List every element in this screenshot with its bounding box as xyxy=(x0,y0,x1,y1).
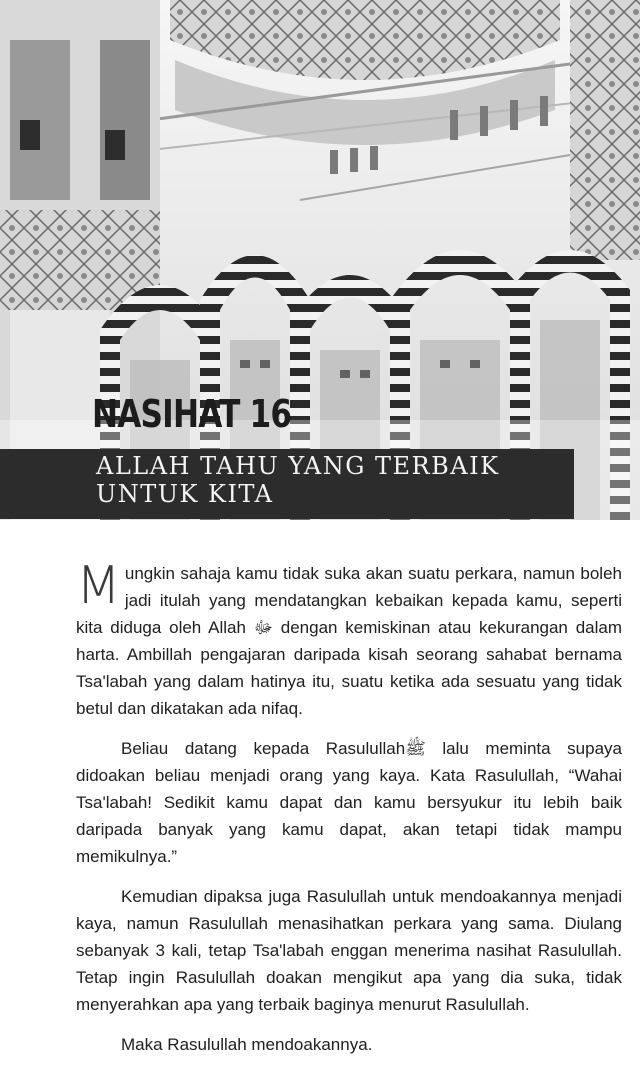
hero-photo xyxy=(0,0,640,520)
subtitle-line-1: ALLAH TAHU YANG TERBAIK xyxy=(96,452,500,480)
article-body xyxy=(76,556,623,1071)
paragraph-4: Maka Rasulullah mendoakannya. xyxy=(121,1035,373,1054)
drop-cap: M xyxy=(76,556,121,616)
subtitle-line-2: UNTUK KITA xyxy=(96,480,274,508)
paragraph-2: Beliau datang kepada Rasulullahﷺ lalu meminta supaya didoakan beliau menjadi orang yang kaya. Kata Rasulullah, “Wahai Tsa'labah! Sedikit kamu dapat dan kamu bersyukur itu lebih baik daripada banyak yang kamu dapat, akan tetapi tidak mampu memikulnya.” xyxy=(76,739,623,866)
paragraph-3: Kemudian dipaksa juga Rasulullah untuk mendoakannya menjadi kaya, namun Rasulullah menasihatkan perkara yang sama. Diulang sebanyak 3 kali, tetap Tsa'labah enggan menerima nasihat Rasulullah. Tetap ingin Rasulullah doakan mengikut apa yang dia suka, tidak menyerahkan apa yang terbaik baginya menurut Rasulullah. xyxy=(76,887,622,1014)
paragraph-1 xyxy=(76,556,622,722)
page-title: NASIHAT 16 xyxy=(92,392,292,436)
paragraph-1-text: ungkin sahaja kamu tidak suka akan suatu perkara, namun boleh jadi itulah yang mendatangkan kebaikan kepada kamu, seperti kita diduga oleh Allah ﷻ dengan kemiskinan atau kekurangan dalam harta. Ambillah pengajaran daripada kisah seorang sahabat bernama Tsa'labah yang dalam hatinya itu, suatu ketika ada sesuatu yang tidak betul dan dikatakan ada nifaq. xyxy=(76,564,622,718)
mosque-arches-photo-icon xyxy=(0,0,640,520)
